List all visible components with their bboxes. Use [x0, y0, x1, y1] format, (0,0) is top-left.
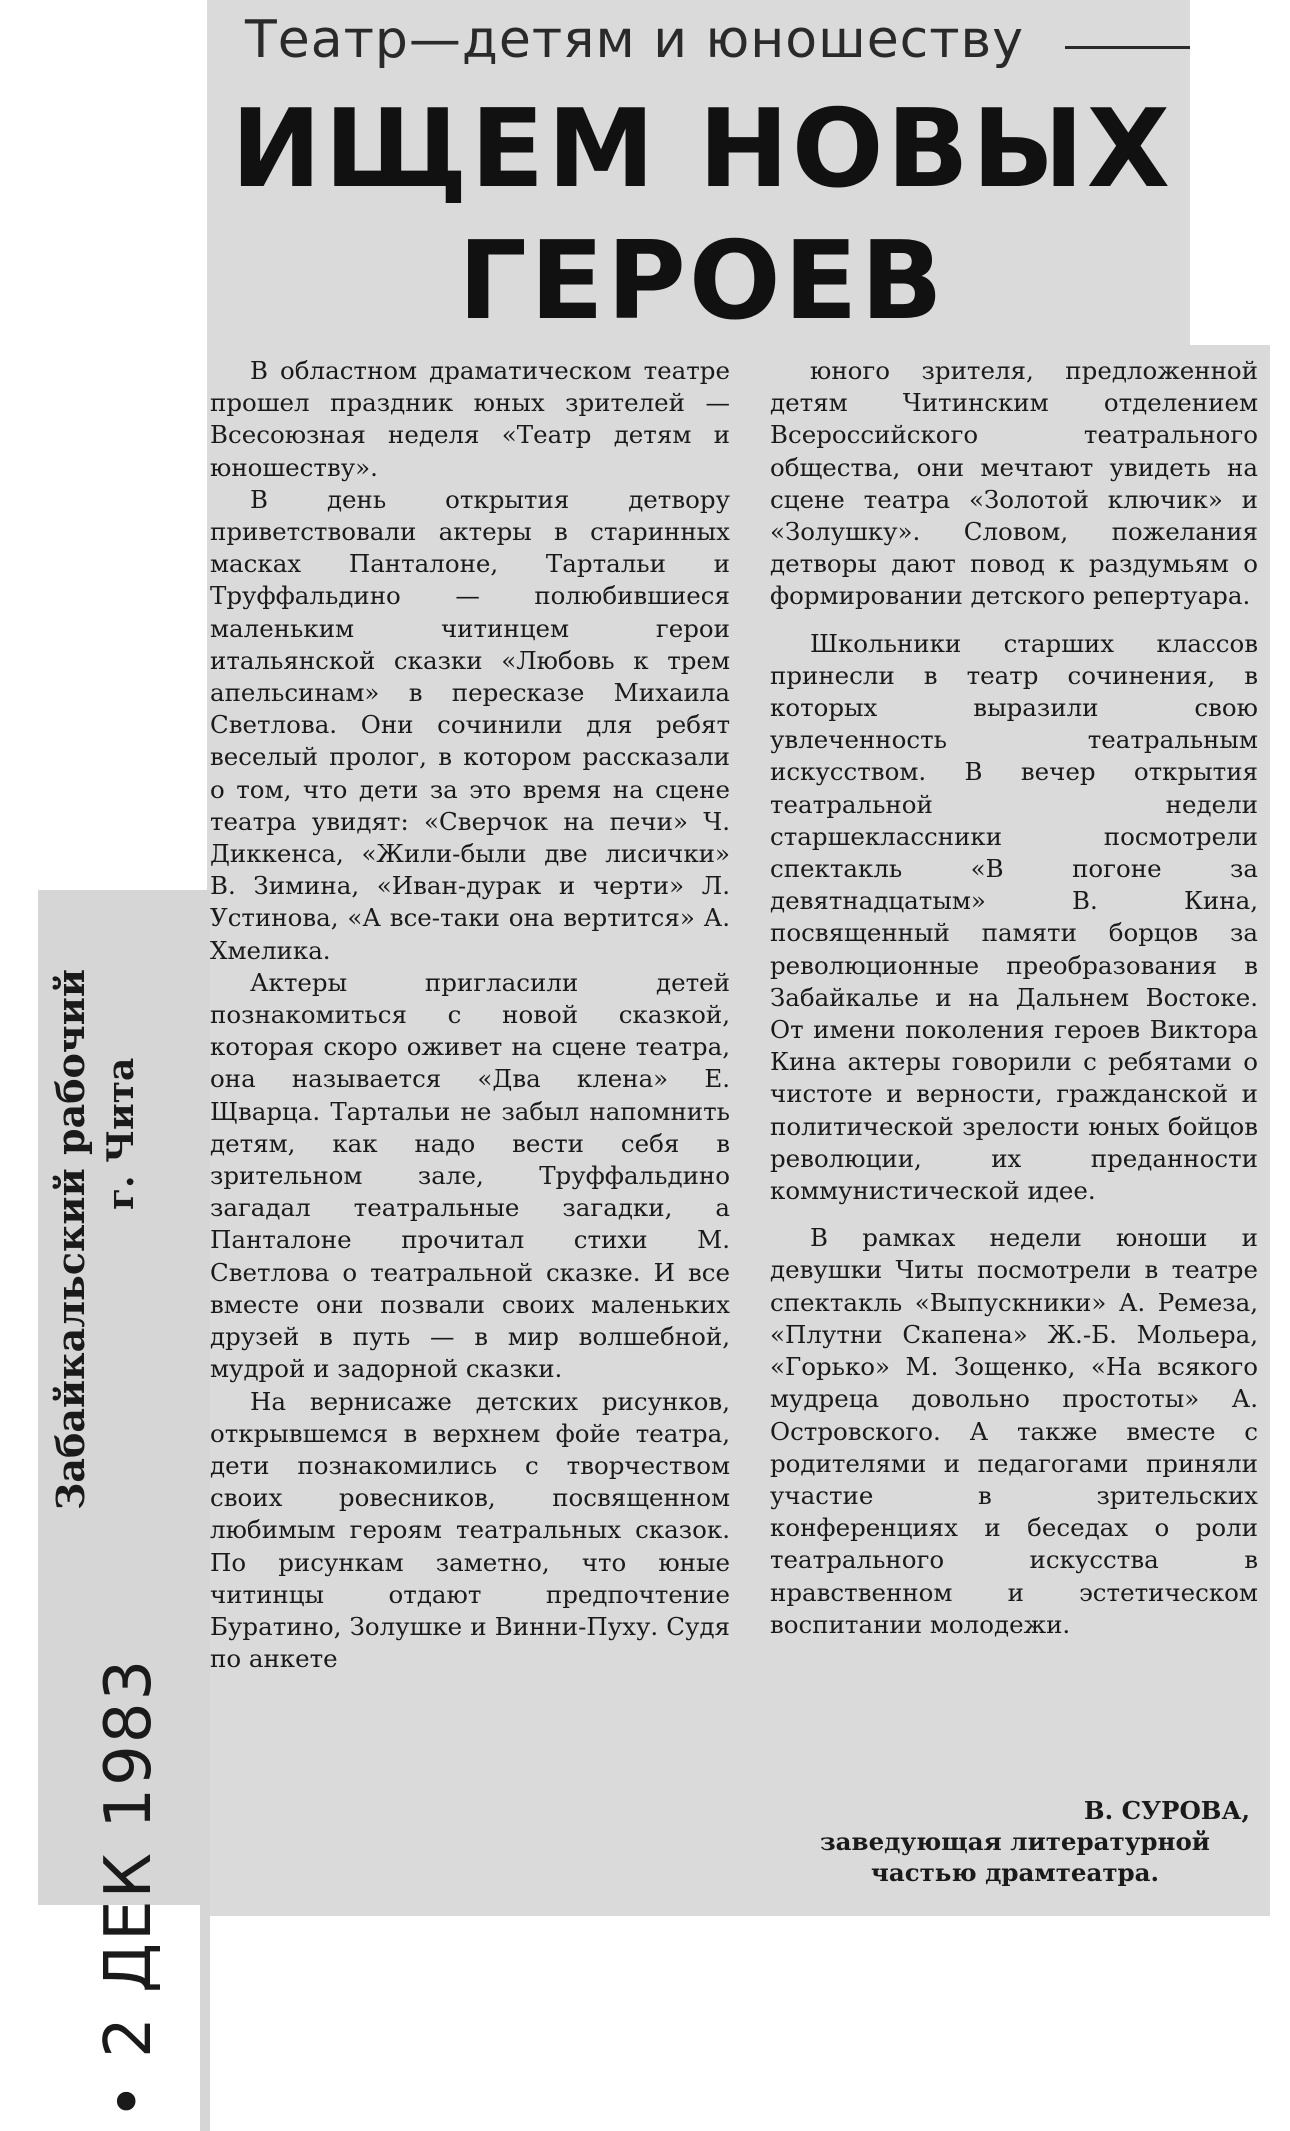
newspaper-city-stamp: г. Чита	[100, 1057, 142, 1210]
paragraph: В рамках недели юноши и девушки Читы посмотрели в театре спектакль «Выпускники» А. Ремеза, «Плутни Скапена» Ж.-Б. Мольера, «Горько» М. Зощенко, «На всякого мудреца довольно простоты» А. Островского. А также вместе с родителями и педагогами приняли участие в зрительских конференциях и беседах о роли театрального искусства в нравственном и эстетическом воспитании молодежи.	[770, 1223, 1258, 1639]
paragraph: юного зрителя, предложенной детям Читинским отделением Всероссийского театрального общества, они мечтают увидеть на сцене театра «Золотой ключик» и «Золушку». Словом, пожелания детворы дают повод к раздумьям о формировании детского репертуара.	[770, 356, 1258, 611]
article-kicker: Театр—детям и юношеству	[245, 10, 1024, 70]
clipping-torn-corner	[1190, 0, 1290, 345]
article-column-right	[770, 355, 1258, 1641]
author-name: В. СУРОВА,	[1083, 1796, 1250, 1825]
article-column-left	[210, 355, 730, 1675]
author-signature	[780, 1795, 1250, 1888]
kicker-rule	[1065, 46, 1190, 49]
headline-line-2: ГЕРОЕВ	[458, 219, 946, 344]
date-stamp: • 2 ДЕК 1983	[92, 1657, 166, 2120]
paragraph: На вернисаже детских рисунков, открывшемся в верхнем фойе театра, дети познакомились с творчеством своих ровесников, посвященном любимым героям театральных сказок. По рисункам заметно, что юные читинцы отдают предпочтение Буратино, Золушке и Винни-Пуху. Судя по анкете	[210, 1386, 730, 1674]
paragraph: В день открытия детвору приветствовали актеры в старинных масках Панталоне, Тартальи и Труффальдино — полюбившиеся маленьким читинцем герои итальянской сказки «Любовь к трем апельсинам» в пересказе Михаила Светлова. Они сочинили для ребят веселый пролог, в котором рассказали о том, что дети за это время на сцене театра увидят: «Сверчок на печи» Ч. Диккенса, «Жили-были две лисички» В. Зимина, «Иван-дурак и черти» Л. Устинова, «А все-таки она вертится» А. Хмелика.	[210, 484, 730, 965]
newspaper-name-stamp: Забайкальский рабочий	[48, 968, 93, 1510]
headline-line-1: ИЩЕМ НОВЫХ	[230, 87, 1174, 212]
article-headline	[222, 84, 1182, 348]
author-position: заведующая литературной частью драмтеатра.	[820, 1827, 1210, 1887]
paragraph: Актеры пригласили детей познакомиться с новой сказкой, которая скоро оживет на сцене театра, она называется «Два клена» Е. Щварца. Тартальи не забыл напомнить детям, как надо вести себя в зрительном зале, Труффальдино загадал театральные загадки, а Панталоне прочитал стихи М. Светлова о театральной сказке. И все вместе они позвали своих маленьких друзей в путь — в мир волшебной, мудрой и задорной сказки.	[210, 967, 730, 1384]
paragraph: В областном драматическом театре прошел праздник юных зрителей — Всесоюзная неделя «Театр детям и юношеству».	[210, 356, 730, 482]
paragraph: Школьники старших классов принесли в театр сочинения, в которых выразили свою увлеченность театральным искусством. В вечер открытия театральной недели старшеклассники посмотрели спектакль «В погоне за девятнадцатым» В. Кина, посвященный памяти борцов за революционные преобразования в Забайкалье и на Дальнем Востоке. От имени поколения героев Виктора Кина актеры говорили с ребятами о чистоте и верности, гражданской и политической зрелости юных бойцов революции, их преданности коммунистической идее.	[770, 628, 1258, 1206]
